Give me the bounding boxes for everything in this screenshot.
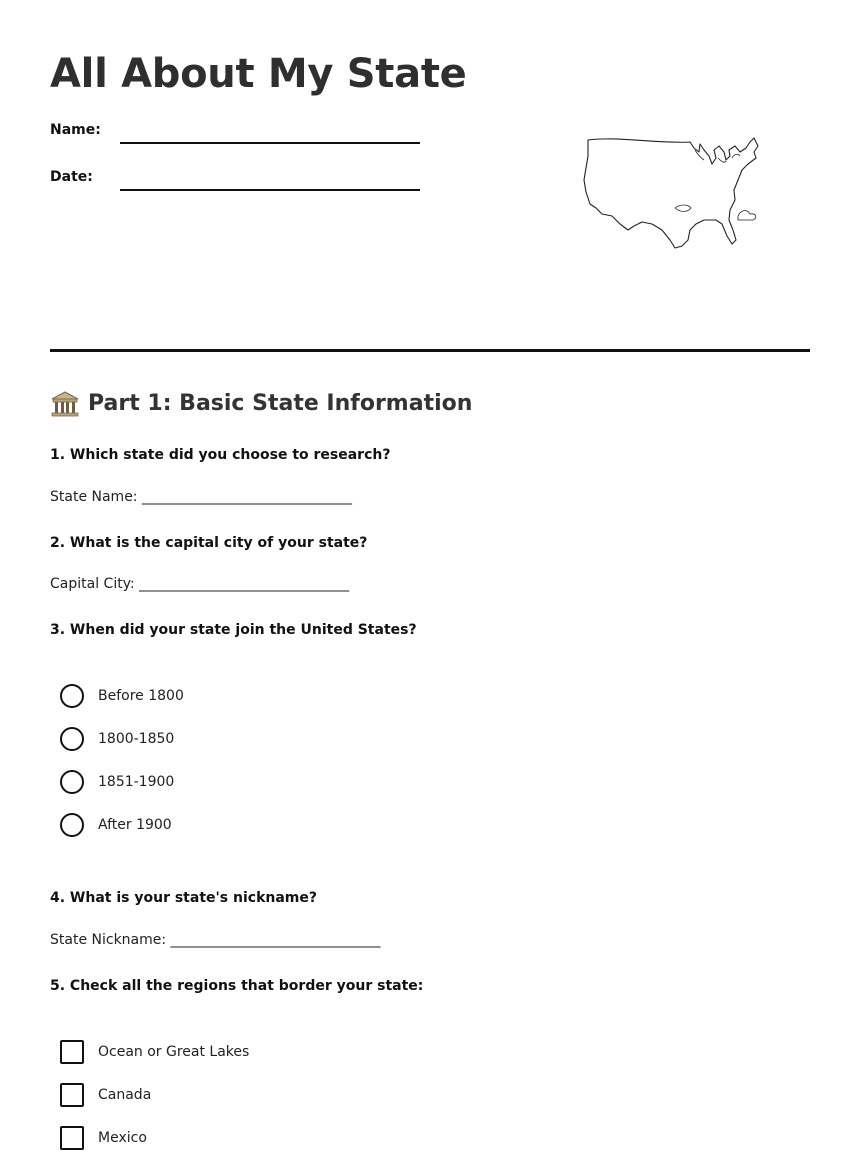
question-1: 1. Which state did you choose to research?	[50, 447, 391, 463]
checkbox-option-label: Ocean or Great Lakes	[98, 1044, 250, 1060]
checkbox[interactable]	[60, 1126, 84, 1150]
radio-option-after-1900[interactable]	[60, 812, 460, 838]
radio-button[interactable]	[60, 770, 84, 794]
name-field[interactable]	[120, 142, 420, 144]
part1-title	[50, 388, 472, 420]
radio-option-label: Before 1800	[98, 688, 184, 704]
radio-button[interactable]	[60, 727, 84, 751]
state-name-field[interactable]: State Name: ______________________________	[50, 489, 352, 505]
date-row	[50, 165, 430, 195]
section-divider	[50, 349, 810, 352]
checkbox-option-canada[interactable]	[60, 1082, 460, 1108]
us-map-outline-icon	[578, 128, 768, 252]
checkbox[interactable]	[60, 1083, 84, 1107]
radio-option-label: 1851-1900	[98, 774, 175, 790]
capital-city-field[interactable]: Capital City: ______________________________	[50, 576, 350, 592]
name-label: Name:	[50, 122, 101, 138]
checkbox[interactable]	[60, 1040, 84, 1064]
radio-option-label: After 1900	[98, 817, 172, 833]
checkbox-option-ocean-great-lakes[interactable]	[60, 1039, 460, 1065]
checkbox-option-label: Canada	[98, 1087, 152, 1103]
radio-option-1851-1900[interactable]	[60, 769, 460, 795]
question-3: 3. When did your state join the United States?	[50, 622, 417, 638]
part1-title-text: Part 1: Basic State Information	[88, 391, 473, 416]
question-4: 4. What is your state's nickname?	[50, 890, 317, 906]
radio-option-label: 1800-1850	[98, 731, 175, 747]
worksheet-page	[50, 0, 810, 1161]
question-5: 5. Check all the regions that border your state:	[50, 978, 424, 994]
state-nickname-field[interactable]: State Nickname: ______________________________	[50, 932, 381, 948]
question-2: 2. What is the capital city of your state?	[50, 535, 368, 551]
date-label: Date:	[50, 169, 93, 185]
classical-building-icon	[50, 390, 80, 418]
radio-button[interactable]	[60, 684, 84, 708]
name-row	[50, 118, 430, 148]
radio-option-1800-1850[interactable]	[60, 726, 460, 752]
page-title: All About My State	[50, 51, 467, 97]
date-field[interactable]	[120, 189, 420, 191]
radio-button[interactable]	[60, 813, 84, 837]
checkbox-option-mexico[interactable]	[60, 1125, 460, 1151]
checkbox-option-label: Mexico	[98, 1130, 147, 1146]
radio-option-before-1800[interactable]	[60, 683, 460, 709]
